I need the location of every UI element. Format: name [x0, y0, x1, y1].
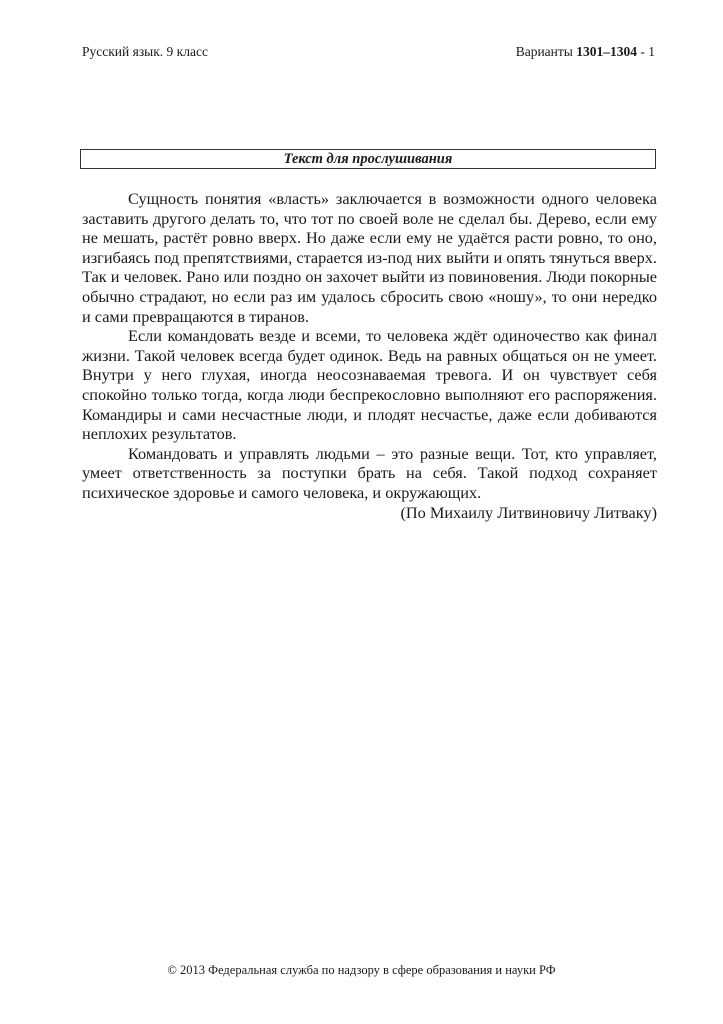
listening-text	[82, 189, 657, 522]
paragraph-3: Командовать и управлять людьми – это разные вещи. Тот, кто управляет, умеет ответственность за поступки брать на себя. Такой подход сохраняет психическое здоровье и самого человека, и окружающих.	[82, 443, 657, 502]
variants-label	[516, 44, 655, 60]
subject-label: Русский язык. 9 класс	[82, 44, 208, 59]
paragraph-1: Сущность понятия «власть» заключается в возможности одного человека заставить другого делать то, что тот по своей воле не сделал бы. Дерево, если ему не мешать, растёт ровно вверх. Но даже если ему не удаётся расти ровно, то оно, изгибаясь под препятствиями, старается из-под них выйти и опять тянуться вверх. Так и человек. Рано или поздно он захочет выйти из повиновения. Люди покорные обычно страдают, но если раз им удалось сбросить свою «ношу», то они нередко и сами превращаются в тиранов.	[82, 189, 657, 326]
copyright-footer: © 2013 Федеральная служба по надзору в сфере образования и науки РФ	[167, 963, 556, 977]
variants-prefix: Варианты	[515, 44, 577, 59]
variants-numbers: 1301–1304	[576, 44, 637, 59]
paragraph-2: Если командовать везде и всеми, то человека ждёт одиночество как финал жизни. Такой человек всегда будет одинок. Ведь на равных общаться он не умеет. Внутри у него глухая, иногда неосознаваемая тревога. И он чувствует себя спокойно только тогда, когда люди беспрекословно выполняют его распоряжения. Командиры и сами несчастные люди, и плодят несчастье, даже если добиваются неплохих результатов.	[82, 326, 657, 444]
page-number: - 1	[637, 44, 655, 59]
section-title: Текст для прослушивания	[80, 149, 656, 169]
attribution: (По Михаилу Литвиновичу Литваку)	[400, 502, 657, 522]
page-header	[82, 44, 655, 66]
